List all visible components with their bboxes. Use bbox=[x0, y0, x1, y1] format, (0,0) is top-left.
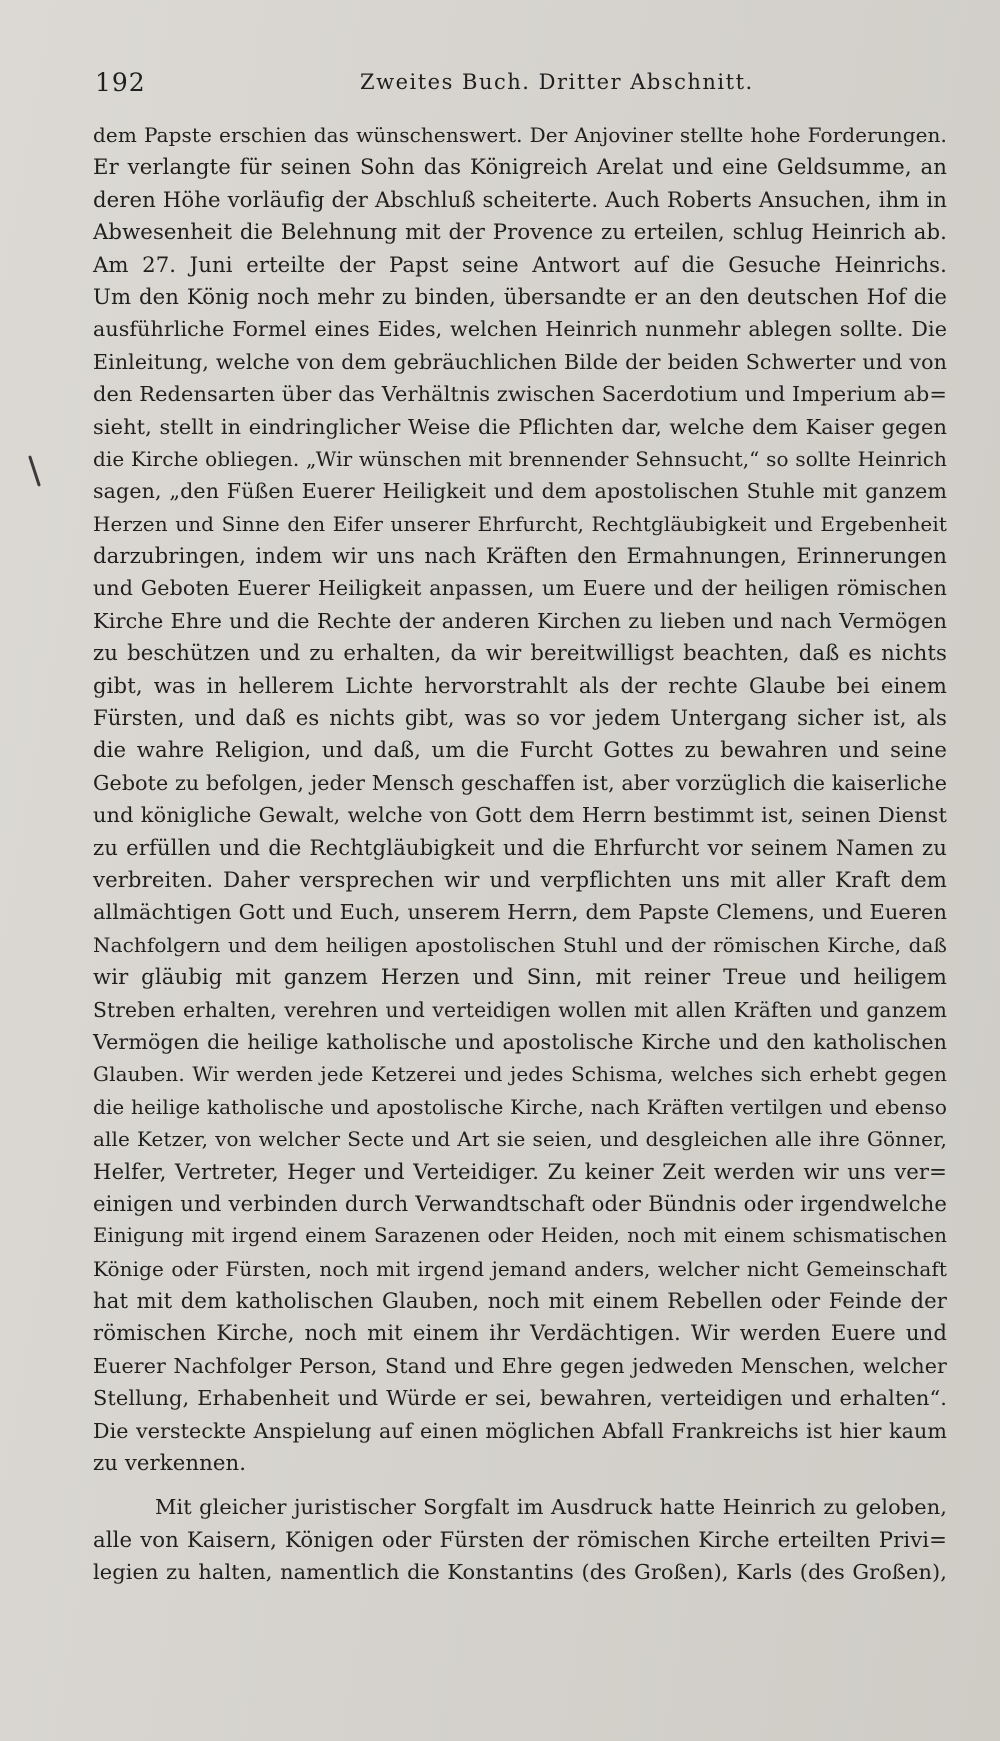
text-line: Am 27. Juni erteilte der Papst seine Antwort auf die Gesuche Heinrichs. bbox=[93, 251, 947, 277]
margin-pencil-mark bbox=[28, 455, 41, 486]
text-line: und Geboten Euerer Heiligkeit anpassen, um Euere und der heiligen römischen bbox=[93, 576, 947, 601]
text-line: Einleitung, welche von dem gebräuchlichen Bilde der beiden Schwerter und von bbox=[93, 349, 947, 374]
text-line: Er verlangte für seinen Sohn das Königreich Arelat und eine Geldsumme, an bbox=[93, 154, 947, 180]
text-line: gibt, was in hellerem Lichte hervorstrahlt als der rechte Glaube bei einem bbox=[93, 672, 947, 698]
text-line: Nachfolgern und dem heiligen apostolischen Stuhl und der römischen Kirche, daß bbox=[93, 932, 947, 957]
text-line: dem Papste erschien das wünschenswert. Der Anjoviner stellte hohe Forderungen. bbox=[93, 123, 947, 147]
body-text bbox=[93, 119, 947, 1589]
text-line: zu verkennen. bbox=[93, 1450, 247, 1476]
text-line: zu beschützen und zu erhalten, da wir bereitwilligst beachten, daß es nichts bbox=[93, 640, 947, 666]
text-line: sieht, stellt in eindringlicher Weise die Pflichten dar, welche dem Kaiser gegen bbox=[93, 414, 947, 439]
text-line: sagen, „den Füßen Euerer Heiligkeit und dem apostolischen Stuhle mit ganzem bbox=[93, 479, 947, 504]
text-line: römischen Kirche, noch mit einem ihr Verdächtigen. Wir werden Euere und bbox=[93, 1320, 947, 1346]
text-line: Abwesenheit die Belehnung mit der Provence zu erteilen, schlug Heinrich ab. bbox=[93, 219, 947, 245]
text-line: die Kirche obliegen. „Wir wünschen mit brennender Sehnsucht,“ so sollte Heinrich bbox=[93, 446, 947, 471]
text-line: Gebote zu befolgen, jeder Mensch geschaffen ist, aber vorzüglich die kaiserliche bbox=[93, 770, 947, 795]
text-line: Um den König noch mehr zu binden, übersandte er an den deutschen Hof die bbox=[93, 283, 947, 309]
text-line: Stellung, Erhabenheit und Würde er sei, bewahren, verteidigen und erhalten“. bbox=[93, 1386, 947, 1411]
text-line: einigen und verbinden durch Verwandtschaft oder Bündnis oder irgendwelche bbox=[93, 1190, 947, 1216]
text-line: legien zu halten, namentlich die Konstantins (des Großen), Karls (des Großen), bbox=[93, 1560, 947, 1585]
text-line: zu erfüllen und die Rechtgläubigkeit und die Ehrfurcht vor seinem Namen zu bbox=[93, 834, 947, 860]
text-line: alle von Kaisern, Königen oder Fürsten der römischen Kirche erteilten Privi= bbox=[93, 1526, 947, 1552]
text-line: Glauben. Wir werden jede Ketzerei und jedes Schisma, welches sich erhebt gegen bbox=[93, 1062, 947, 1087]
text-line: Mit gleicher juristischer Sorgfalt im Ausdruck hatte Heinrich zu geloben, bbox=[155, 1495, 947, 1520]
running-head: Zweites Buch. Dritter Abschnitt. bbox=[360, 70, 754, 94]
paragraph-2 bbox=[93, 1491, 947, 1588]
text-line: Streben erhalten, verehren und verteidigen wollen mit allen Kräften und ganzem bbox=[93, 997, 947, 1022]
text-line: darzubringen, indem wir uns nach Kräften den Ermahnungen, Erinnerungen bbox=[93, 543, 947, 569]
text-line: verbreiten. Daher versprechen wir und verpflichten uns mit aller Kraft dem bbox=[93, 866, 947, 892]
text-line: Vermögen die heilige katholische und apostolische Kirche und den katholischen bbox=[93, 1029, 947, 1054]
text-line: wir gläubig mit ganzem Herzen und Sinn, mit reiner Treue und heiligem bbox=[93, 964, 947, 990]
text-line: die heilige katholische und apostolische Kirche, nach Kräften vertilgen und ebenso bbox=[93, 1094, 947, 1119]
text-line: Kirche Ehre und die Rechte der anderen Kirchen zu lieben und nach Vermögen bbox=[93, 608, 947, 633]
text-line: Euerer Nachfolger Person, Stand und Ehre gegen jedweden Menschen, welcher bbox=[93, 1353, 947, 1378]
page-header bbox=[95, 68, 945, 108]
text-line: Die versteckte Anspielung auf einen möglichen Abfall Frankreichs ist hier kaum bbox=[93, 1418, 947, 1443]
text-line: die wahre Religion, und daß, um die Furcht Gottes zu bewahren und seine bbox=[93, 737, 947, 763]
paragraph-1 bbox=[93, 119, 947, 1479]
text-line: Helfer, Vertreter, Heger und Verteidiger. Zu keiner Zeit werden wir uns ver= bbox=[93, 1158, 947, 1184]
text-line: den Redensarten über das Verhältnis zwischen Sacerdotium und Imperium ab= bbox=[93, 382, 947, 407]
text-line: Einigung mit irgend einem Sarazenen oder Heiden, noch mit einem schismatischen bbox=[93, 1224, 947, 1248]
text-line: Fürsten, und daß es nichts gibt, was so vor jedem Untergang sicher ist, als bbox=[93, 705, 947, 731]
text-line: allmächtigen Gott und Euch, unserem Herrn, dem Papste Clemens, und Eueren bbox=[93, 900, 947, 925]
text-line: Könige oder Fürsten, noch mit irgend jemand anders, welcher nicht Gemeinschaft bbox=[93, 1256, 947, 1281]
text-line: Herzen und Sinne den Eifer unserer Ehrfurcht, Rechtgläubigkeit und Ergebenheit bbox=[93, 511, 947, 536]
text-line: hat mit dem katholischen Glauben, noch mit einem Rebellen oder Feinde der bbox=[93, 1288, 947, 1314]
text-line: und königliche Gewalt, welche von Gott dem Herrn bestimmt ist, seinen Dienst bbox=[93, 803, 947, 828]
text-line: ausführliche Formel eines Eides, welchen Heinrich nunmehr ablegen sollte. Die bbox=[93, 317, 947, 342]
text-line: deren Höhe vorläufig der Abschluß scheiterte. Auch Roberts Ansuchen, ihm in bbox=[93, 186, 947, 212]
text-line: alle Ketzer, von welcher Secte und Art sie seien, und desgleichen alle ihre Gönner, bbox=[93, 1127, 947, 1152]
paragraph-gap bbox=[93, 1479, 947, 1491]
page-number: 192 bbox=[95, 68, 146, 97]
